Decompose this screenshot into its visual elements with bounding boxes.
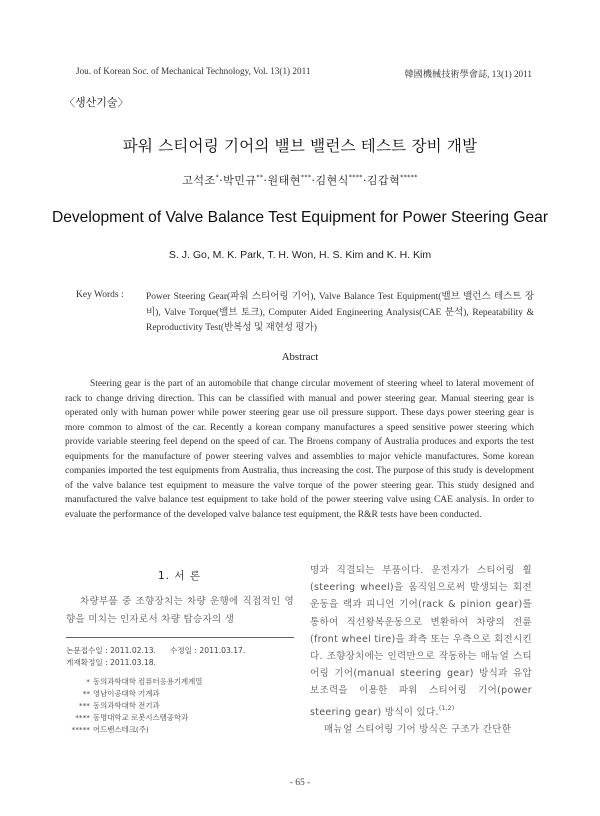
author-mark: **** — [348, 174, 363, 181]
category-label: 〈생산기술〉 — [64, 96, 129, 109]
english-authors: S. J. Go, M. K. Park, T. H. Won, H. S. Kim and K. H. Kim — [168, 249, 432, 261]
intro-paragraph: 명과 직결되는 부품이다. 운전자가 스티어링 휠(steering wheel)을 움직임으로써 발생되는 회전운동을 랙과 피니언 기어(rack & pinion gear)를 통하여 직선왕복운동으로 변환하여 차량의 전륜(front wheel tire)을 좌측 또는 우측으로 회전시킨다. 조향장치에는 인력만으로 작동하는 매뉴얼 스티어링 기어(manual steering gear) 방식과 유압 보조력을 이용한 파워 스티어링 기어(power steering gear) 방식이 있다.$^{(1,2)}$ — [310, 565, 532, 718]
journal-header-korean: 韓國機械技術學會誌, 13(1) 2011 — [404, 69, 532, 79]
keywords-text: Power Steering Gear(파워 스티어링 기어), Valve Balance Test Equipment(밸브 밸런스 테스트 장비), Valve Torque(밸브 토크), Computer Aided Engineering Analysis(CAE 분석), Repeatability & Reproductivity Test(반복성 및 재현성 평가) — [146, 292, 534, 334]
affiliations — [66, 676, 202, 736]
affiliation-item: ***** 어드밴스테크(주) — [71, 725, 149, 735]
section-heading: 1. 서 론 — [158, 570, 201, 582]
keywords-label: Key Words : — [76, 290, 124, 300]
abstract-heading: Abstract — [281, 351, 319, 363]
intro-paragraph: 매뉴얼 스티어링 기어 방식은 구조가 간단한 — [324, 723, 512, 735]
affiliation-item: * 동의과학대학 컴퓨터응용기계계열 — [86, 677, 203, 686]
korean-title: 파워 스티어링 기어의 밸브 밸런스 테스트 장비 개발 — [122, 137, 478, 155]
revised-label: 수정일 — [170, 646, 193, 655]
author-name: 김현식 — [315, 174, 349, 187]
author-mark: ***** — [400, 174, 418, 181]
affiliation-item: *** 동의과학대학 전기과 — [78, 701, 160, 711]
english-title: Development of Valve Balance Test Equipment for Power Steering Gear — [51, 209, 549, 226]
korean-authors: 고석조*·박민규**·원태현***·김현식****·김갑혁***** — [182, 174, 418, 187]
submission-dates: 논문접수일 : 2011.02.13. 수정일 : 2011.03.17. 게재확정일 : 2011.03.18. — [66, 645, 245, 670]
author-mark: * — [215, 174, 220, 181]
author-name: 박민규 — [223, 174, 257, 187]
accepted-date: 2011.03.18. — [110, 658, 156, 668]
journal-header-english: Jou. of Korean Soc. of Mechanical Technology, Vol. 13(1) 2011 — [76, 66, 311, 76]
author-name: 원태현 — [267, 174, 301, 187]
affiliation-item: ** 영남이공대학 기계과 — [82, 689, 160, 699]
revised-date: 2011.03.17. — [199, 646, 246, 655]
intro-right-column — [310, 562, 532, 738]
author-mark: *** — [300, 174, 312, 181]
accepted-label: 게재확정일 — [66, 658, 103, 668]
intro-left-column: 차량부품 중 조향장치는 차량 운행에 직접적인 영향을 미치는 인자로서 차량 탑승자의 생 — [66, 596, 294, 625]
affiliation-item: **** 동명대학교 로봇시스템공학과 — [75, 713, 189, 723]
footnote-divider — [66, 637, 294, 638]
page-number: - 65 - — [289, 778, 311, 788]
reference-mark: (1,2) — [438, 704, 455, 712]
abstract-body: Steering gear is the part of an automobile that change circular movement of steering wheel to lateral movement of rack to change driving direction. This can be classified with manual and power steering gear. Manual steering gear is operated only with human power while power steering gear use oil pressure support. These days power steering gear is more common to almost of the car. Recently a korean company manufactures a speed sensitive power steering which provide variable steering feel depend on the speed of car. The Broens company of Australia produces and exports the test equipments for the manufacture of power steering valves and assemblies to major vehicle manufactures. Some korean companies imported the test equipments from Australia, thus increasing the cost. The purpose of this study is development of the valve balance test equipment to measure the valve torque of the power steering gear. This study designed and manufactured the valve balance test equipment to take hold of the power steering valve using CAE analysis. In order to evaluate the performance of the developed valve balance test equipment, the R&R tests have been conducted. — [65, 379, 534, 520]
author-name: 김갑혁 — [366, 174, 401, 187]
author-mark: ** — [256, 174, 264, 181]
author-name: 고석조 — [182, 174, 216, 187]
received-label: 논문접수일 — [66, 646, 103, 655]
received-date: 2011.02.13. — [110, 646, 156, 655]
